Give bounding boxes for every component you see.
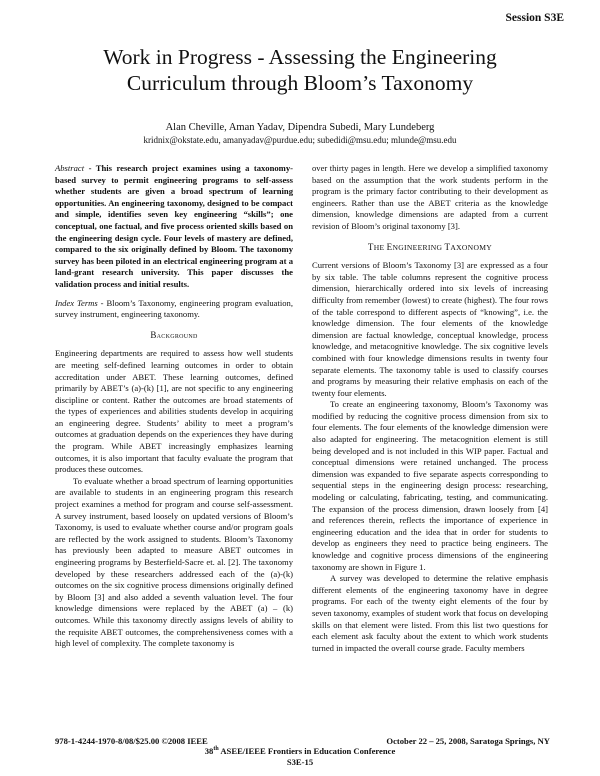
abstract [55, 163, 293, 291]
index-terms-text: - Bloom’s Taxonomy, engineering program evaluation, survey instrument, engineering taxonomy. [55, 297, 293, 320]
left-column [55, 163, 293, 650]
footer-isbn: 978-1-4244-1970-8/08/$25.00 ©2008 IEEE [55, 736, 208, 746]
taxonomy-paragraph-2: To create an engineering taxonomy, Bloom’s Taxonomy was modified by reducing the cognitive process dimension from six to four elements. The four elements of the knowledge dimension were also adapted for engineering. The metacognition element is still being developed and is not included in this WIP paper. Factual and conceptual dimensions were retained unchanged. The process dimension was expanded to five separate aspects corresponding to sequential steps in the engineering design process: researching, modeling or calculating, fabricating, testing, and communicating. The expansion of the process dimension, drawn loosely from [4] and references therein, reflects the importance of experience in engineering education and the idea that in order for students to develop as engineers they need to practice being engineers. The knowledge and cognitive process dimensions of the engineering taxonomy are shown in Figure 1. [312, 399, 548, 572]
continued-paragraph: over thirty pages in length. Here we develop a simplified taxonomy based on the assumption that the work students perform in the program is the primary factor contributing to their development as engineers. Rather than use the ABET criteria as the knowledge dimension, knowledge dimensions are adapted from a current revision of Bloom’s original taxonomy [3]. [312, 163, 548, 231]
background-paragraph-2: To evaluate whether a broad spectrum of learning opportunities are available to students in an engineering program this research project examines a method for program and course self-assessment. A survey instrument, based loosely on updated versions of Bloom’s Taxonomy, is used to evaluate whether course and/or program goals are reflected by the work assigned to students. Bloom’s Taxonomy has previously been adapted to measure ABET outcomes in engineering programs by Besterfield-Sacre et. al. [2]. The taxonomy developed by these researchers addressed each of the (a)-(k) outcomes on the six cognitive process dimensions originally defined by Bloom [3] and also added a seventh valuation level. The four knowledge dimensions were replaced by the ABET (a) – (k) outcomes. While this taxonomy directly assigns levels of ability to the requisite ABET outcomes, the comprehensiveness comes with a high level of complexity. The complete taxonomy is [55, 475, 293, 649]
taxonomy-heading: THE ENGINEERING TAXONOMY [367, 241, 493, 252]
abstract-label: Abstract [55, 163, 85, 173]
background-paragraph-1: Engineering departments are required to assess how well students are meeting self-defined learning outcomes in order to obtain accreditation under ABET. These learning outcomes, defined primarily by ABET’s (a)-(k) [1], are not specific to any engineering discipline or content. Rather the outcomes are broad statements of the types of experiences and abilities students develop in acquiring an engineering degree. Students’ ability to meet a program’s outcomes at graduation depends on the experiences they have during the program. While ABET increasingly emphasizes learning outcomes, it is also important that faculty evaluate the program that produces these outcomes. [55, 348, 293, 475]
taxonomy-paragraph-3: A survey was developed to determine the relative emphasis different elements of the engineering taxonomy have in degree programs. For each of the twenty eight elements of the four by seven taxonomy, examples of student work that focus on developing skills on that element were listed. From this list two questions for each element ask faculty about the extent to which work students turned in impacted the overall course grade. Faculty members [312, 573, 548, 653]
right-column [312, 163, 548, 654]
footer-page-number: S3E-15 [286, 757, 314, 767]
abstract-text: - This research project examines using a taxonomy-based survey to permit engineering programs to self-assess whether students are given a broad spectrum of learning opportunities. An engineering taxonomy, designed to be compact and simple, identifies seven key engineering “skills”; one conceptual, one factual, and five process oriented skills based on the engineering design cycle. Four levels of mastery are defined, compared to the six originally defined by Bloom. The taxonomy survey has been piloted in an electrical engineering program at a land-grant research university. This paper discusses the validation process and initial results. [55, 163, 293, 289]
taxonomy-paragraph-1: Current versions of Bloom’s Taxonomy [3] are expressed as a four by six table. The table columns represent the cognitive process dimension, hierarchically ordered into six levels of increasing difficulty from remember (lowest) to create (highest). The four rows of the table correspond to different aspects of “knowing”, i.e. the knowledge dimension. The four elements of the knowledge dimension are factual knowledge, conceptual knowledge, process knowledge, and metacognitive knowledge. The six cognitive levels combined with four knowledge dimensions results in twenty four separate elements. The taxonomy table is used to classify courses and programs by measuring their relative emphasis on each of the twenty four elements. [312, 260, 548, 398]
index-terms [55, 298, 293, 321]
title-line-1: Work in Progress - Assessing the Engineering [103, 45, 497, 69]
authors: Alan Cheville, Aman Yadav, Dipendra Subedi, Mary Lundeberg [165, 122, 435, 133]
index-terms-label: Index Terms [55, 297, 98, 308]
background-heading: Background [150, 329, 198, 340]
footer-conference: 38th ASEE/IEEE Frontiers in Education Conference [204, 746, 396, 756]
session-label: Session S3E [505, 12, 564, 24]
paper-title [0, 44, 600, 96]
title-line-2: Curriculum through Bloom’s Taxonomy [126, 71, 474, 95]
footer-date-place: October 22 – 25, 2008, Saratoga Springs, NY [386, 736, 550, 746]
author-emails: kridnix@okstate.edu, amanyadav@purdue.edu; subedidi@msu.edu; mlunde@msu.edu [143, 135, 457, 145]
